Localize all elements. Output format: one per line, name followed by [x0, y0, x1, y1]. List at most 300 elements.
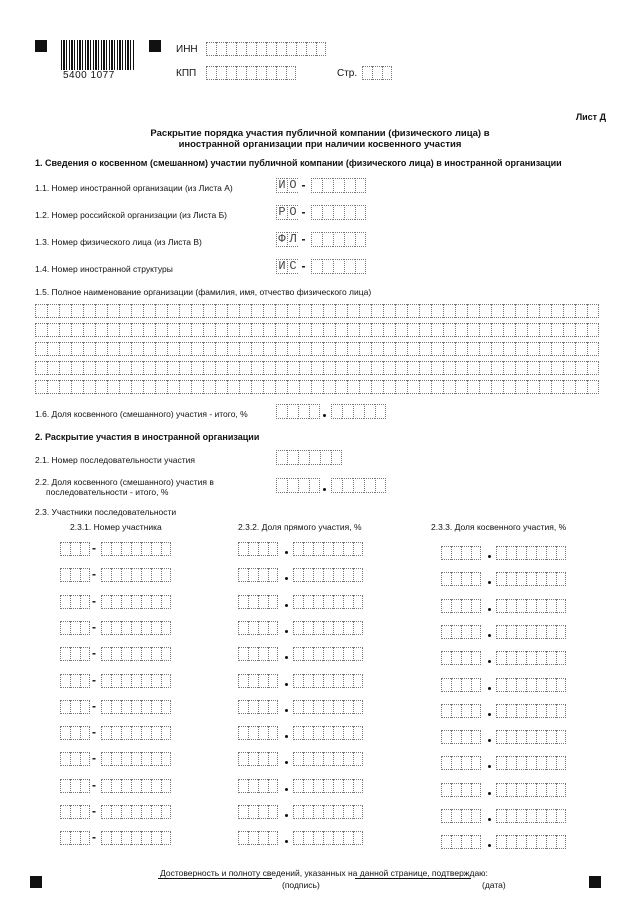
cell[interactable]	[371, 380, 383, 394]
cell[interactable]	[215, 361, 227, 375]
cell[interactable]	[323, 568, 333, 582]
cell[interactable]	[556, 599, 566, 613]
cell[interactable]	[506, 756, 516, 770]
cell[interactable]	[506, 546, 516, 560]
cell[interactable]	[313, 674, 323, 688]
cell[interactable]	[121, 621, 131, 635]
cell[interactable]	[311, 380, 323, 394]
cell[interactable]	[431, 304, 443, 318]
cell[interactable]	[293, 647, 303, 661]
participant-number-prefix[interactable]	[60, 647, 90, 661]
name-grid-row[interactable]	[35, 304, 599, 318]
cell[interactable]	[287, 361, 299, 375]
cell[interactable]	[383, 342, 395, 356]
cell[interactable]	[431, 323, 443, 337]
cell[interactable]	[60, 621, 70, 635]
cell[interactable]	[151, 779, 161, 793]
cell[interactable]	[276, 66, 286, 80]
cell[interactable]	[479, 304, 491, 318]
cell[interactable]	[131, 674, 141, 688]
cell[interactable]	[293, 542, 303, 556]
russian-org-number-field[interactable]	[276, 205, 366, 220]
cell[interactable]	[206, 42, 216, 56]
cell[interactable]	[323, 304, 335, 318]
cell[interactable]	[191, 342, 203, 356]
cell[interactable]	[268, 779, 278, 793]
cell[interactable]	[546, 651, 556, 665]
cell[interactable]	[268, 752, 278, 766]
cell[interactable]	[59, 380, 71, 394]
cell[interactable]	[80, 568, 90, 582]
cell[interactable]	[323, 323, 335, 337]
cell[interactable]	[167, 361, 179, 375]
cell[interactable]	[35, 342, 47, 356]
cell[interactable]	[551, 380, 563, 394]
cell[interactable]	[101, 831, 111, 845]
cell[interactable]	[60, 568, 70, 582]
cell[interactable]	[216, 42, 226, 56]
cell[interactable]	[503, 361, 515, 375]
cell[interactable]	[299, 342, 311, 356]
cell[interactable]	[303, 621, 313, 635]
cell[interactable]	[258, 674, 268, 688]
cell[interactable]	[216, 66, 226, 80]
cell[interactable]	[111, 647, 121, 661]
indirect-share-fraction[interactable]	[496, 809, 566, 823]
cell[interactable]	[161, 700, 171, 714]
cell[interactable]	[35, 380, 47, 394]
cell[interactable]	[333, 232, 344, 247]
indirect-share-integer[interactable]	[441, 678, 481, 692]
cell[interactable]	[359, 361, 371, 375]
cell[interactable]	[461, 783, 471, 797]
cell[interactable]	[141, 700, 151, 714]
cell[interactable]	[322, 178, 333, 193]
cell[interactable]	[287, 380, 299, 394]
cell[interactable]	[496, 678, 506, 692]
cell[interactable]	[121, 700, 131, 714]
cell[interactable]	[506, 651, 516, 665]
cell[interactable]	[276, 478, 287, 493]
cell[interactable]	[347, 342, 359, 356]
cell[interactable]	[121, 595, 131, 609]
cell[interactable]	[70, 779, 80, 793]
cell[interactable]	[80, 805, 90, 819]
cell[interactable]	[251, 361, 263, 375]
cell[interactable]	[298, 404, 309, 419]
cell[interactable]	[333, 178, 344, 193]
participant-number-suffix[interactable]	[101, 752, 171, 766]
cell[interactable]	[395, 361, 407, 375]
cell[interactable]	[563, 342, 575, 356]
direct-share-fraction[interactable]	[293, 674, 363, 688]
cell[interactable]	[131, 621, 141, 635]
participant-number-prefix[interactable]	[60, 726, 90, 740]
cell[interactable]	[451, 572, 461, 586]
cell[interactable]	[131, 323, 143, 337]
cell[interactable]	[527, 342, 539, 356]
cell[interactable]	[471, 730, 481, 744]
cell[interactable]	[121, 647, 131, 661]
participant-number-prefix[interactable]	[60, 700, 90, 714]
cell[interactable]	[141, 831, 151, 845]
cell[interactable]	[515, 380, 527, 394]
direct-share-integer[interactable]	[238, 726, 278, 740]
cell[interactable]	[248, 621, 258, 635]
cell[interactable]	[239, 304, 251, 318]
cell[interactable]	[70, 647, 80, 661]
cell[interactable]	[248, 568, 258, 582]
cell[interactable]	[563, 304, 575, 318]
cell[interactable]	[441, 756, 451, 770]
cell[interactable]	[375, 404, 386, 419]
cell[interactable]	[455, 342, 467, 356]
cell[interactable]	[268, 568, 278, 582]
cell[interactable]	[546, 756, 556, 770]
participant-number-prefix[interactable]	[60, 595, 90, 609]
name-grid-row[interactable]	[35, 342, 599, 356]
cell[interactable]	[268, 726, 278, 740]
cell[interactable]	[527, 380, 539, 394]
cell[interactable]	[455, 323, 467, 337]
cell[interactable]	[311, 342, 323, 356]
cell[interactable]	[268, 831, 278, 845]
cell[interactable]	[238, 542, 248, 556]
cell[interactable]	[506, 625, 516, 639]
cell[interactable]	[451, 651, 461, 665]
cell[interactable]	[539, 323, 551, 337]
direct-share-integer[interactable]	[238, 752, 278, 766]
participant-number-prefix[interactable]	[60, 805, 90, 819]
indirect-share-integer[interactable]	[441, 756, 481, 770]
foreign-structure-number-field[interactable]	[276, 259, 366, 274]
cell[interactable]	[441, 546, 451, 560]
cell[interactable]	[375, 478, 386, 493]
cell[interactable]	[258, 568, 268, 582]
direct-share-fraction[interactable]	[293, 700, 363, 714]
cell[interactable]	[311, 205, 322, 220]
cell[interactable]	[503, 380, 515, 394]
participant-number-suffix[interactable]	[101, 779, 171, 793]
cell[interactable]	[451, 835, 461, 849]
cell[interactable]	[293, 831, 303, 845]
cell[interactable]	[299, 323, 311, 337]
cell[interactable]	[246, 42, 256, 56]
cell[interactable]	[323, 700, 333, 714]
cell[interactable]	[258, 647, 268, 661]
cell[interactable]	[266, 42, 276, 56]
cell[interactable]	[383, 361, 395, 375]
cell[interactable]	[546, 599, 556, 613]
cell[interactable]	[322, 205, 333, 220]
cell[interactable]	[526, 809, 536, 823]
cell[interactable]	[238, 726, 248, 740]
name-grid-row[interactable]	[35, 380, 599, 394]
cell[interactable]	[303, 779, 313, 793]
cell[interactable]	[141, 621, 151, 635]
cell[interactable]	[343, 726, 353, 740]
cell[interactable]	[258, 805, 268, 819]
cell[interactable]	[80, 700, 90, 714]
cell[interactable]	[268, 542, 278, 556]
cell[interactable]	[313, 647, 323, 661]
cell[interactable]	[111, 542, 121, 556]
cell[interactable]	[575, 323, 587, 337]
cell[interactable]	[546, 835, 556, 849]
indirect-share-integer[interactable]	[441, 809, 481, 823]
cell[interactable]	[343, 779, 353, 793]
cell[interactable]	[344, 232, 355, 247]
direct-share-integer[interactable]	[238, 568, 278, 582]
cell[interactable]	[364, 404, 375, 419]
cell[interactable]	[151, 831, 161, 845]
cell[interactable]	[275, 380, 287, 394]
cell[interactable]	[526, 678, 536, 692]
cell[interactable]	[407, 361, 419, 375]
cell[interactable]	[506, 678, 516, 692]
cell[interactable]	[506, 730, 516, 744]
cell[interactable]	[443, 342, 455, 356]
cell[interactable]	[71, 323, 83, 337]
cell[interactable]	[343, 595, 353, 609]
cell[interactable]	[191, 380, 203, 394]
direct-share-fraction[interactable]	[293, 542, 363, 556]
cell[interactable]	[299, 304, 311, 318]
cell[interactable]	[236, 66, 246, 80]
cell[interactable]	[155, 342, 167, 356]
cell[interactable]	[47, 342, 59, 356]
cell[interactable]	[496, 756, 506, 770]
cell[interactable]	[353, 568, 363, 582]
cell[interactable]	[471, 835, 481, 849]
cell[interactable]	[395, 342, 407, 356]
cell[interactable]	[248, 700, 258, 714]
cell[interactable]	[407, 304, 419, 318]
cell[interactable]	[131, 542, 141, 556]
cell[interactable]	[355, 178, 366, 193]
cell[interactable]	[322, 259, 333, 274]
cell[interactable]	[516, 756, 526, 770]
indirect-share-fraction[interactable]	[496, 651, 566, 665]
cell[interactable]	[451, 783, 461, 797]
cell[interactable]	[333, 205, 344, 220]
participant-number-suffix[interactable]	[101, 595, 171, 609]
cell[interactable]	[441, 809, 451, 823]
cell[interactable]	[536, 835, 546, 849]
cell[interactable]	[471, 651, 481, 665]
cell[interactable]	[506, 599, 516, 613]
cell[interactable]	[80, 542, 90, 556]
cell[interactable]	[323, 542, 333, 556]
cell[interactable]	[419, 380, 431, 394]
cell[interactable]	[551, 323, 563, 337]
inn-field[interactable]	[206, 42, 326, 56]
cell[interactable]	[503, 304, 515, 318]
cell[interactable]	[151, 647, 161, 661]
cell[interactable]: Р	[276, 205, 287, 220]
cell[interactable]: С	[287, 259, 298, 274]
cell[interactable]	[419, 304, 431, 318]
cell[interactable]	[119, 323, 131, 337]
cell[interactable]	[479, 380, 491, 394]
cell[interactable]	[333, 779, 343, 793]
cell[interactable]	[309, 450, 320, 465]
cell[interactable]	[527, 361, 539, 375]
cell[interactable]	[353, 700, 363, 714]
cell[interactable]	[371, 342, 383, 356]
cell[interactable]	[467, 304, 479, 318]
cell[interactable]	[248, 752, 258, 766]
cell[interactable]	[251, 304, 263, 318]
cell[interactable]	[95, 361, 107, 375]
cell[interactable]	[111, 805, 121, 819]
cell[interactable]	[467, 361, 479, 375]
cell[interactable]	[131, 568, 141, 582]
cell[interactable]	[546, 783, 556, 797]
cell[interactable]	[161, 752, 171, 766]
cell[interactable]	[343, 647, 353, 661]
cell[interactable]	[121, 674, 131, 688]
cell[interactable]	[441, 599, 451, 613]
cell[interactable]	[333, 621, 343, 635]
cell[interactable]	[131, 831, 141, 845]
cell[interactable]	[121, 542, 131, 556]
cell[interactable]	[143, 380, 155, 394]
cell[interactable]	[287, 450, 298, 465]
cell[interactable]	[141, 752, 151, 766]
cell[interactable]	[383, 323, 395, 337]
cell[interactable]	[60, 674, 70, 688]
cell[interactable]	[268, 595, 278, 609]
cell[interactable]	[323, 647, 333, 661]
participant-number-suffix[interactable]	[101, 674, 171, 688]
cell[interactable]	[343, 700, 353, 714]
cell[interactable]	[479, 361, 491, 375]
cell[interactable]	[333, 831, 343, 845]
cell[interactable]	[111, 700, 121, 714]
cell[interactable]	[80, 726, 90, 740]
cell[interactable]	[536, 651, 546, 665]
cell[interactable]	[141, 779, 151, 793]
cell[interactable]	[70, 542, 80, 556]
cell[interactable]: Ф	[276, 232, 287, 247]
cell[interactable]	[347, 380, 359, 394]
cell[interactable]	[131, 647, 141, 661]
cell[interactable]	[95, 304, 107, 318]
cell[interactable]	[179, 380, 191, 394]
cell[interactable]	[101, 726, 111, 740]
cell[interactable]	[111, 595, 121, 609]
cell[interactable]	[479, 323, 491, 337]
indirect-share-integer[interactable]	[441, 730, 481, 744]
cell[interactable]	[101, 752, 111, 766]
cell[interactable]	[80, 595, 90, 609]
cell[interactable]	[83, 361, 95, 375]
cell[interactable]	[526, 704, 536, 718]
cell[interactable]	[227, 304, 239, 318]
cell[interactable]	[258, 700, 268, 714]
cell[interactable]	[236, 42, 246, 56]
cell[interactable]	[546, 625, 556, 639]
cell[interactable]	[141, 805, 151, 819]
cell[interactable]	[353, 779, 363, 793]
cell[interactable]	[536, 704, 546, 718]
cell[interactable]	[451, 730, 461, 744]
cell[interactable]	[471, 572, 481, 586]
participant-number-prefix[interactable]	[60, 752, 90, 766]
cell[interactable]	[258, 726, 268, 740]
cell[interactable]	[516, 835, 526, 849]
cell[interactable]	[226, 66, 236, 80]
cell[interactable]	[111, 779, 121, 793]
cell[interactable]	[101, 595, 111, 609]
cell[interactable]	[461, 572, 471, 586]
cell[interactable]	[353, 621, 363, 635]
indirect-share-fraction[interactable]	[496, 756, 566, 770]
cell[interactable]	[343, 568, 353, 582]
cell[interactable]	[303, 831, 313, 845]
cell[interactable]	[238, 674, 248, 688]
cell[interactable]	[479, 342, 491, 356]
cell[interactable]	[121, 831, 131, 845]
cell[interactable]	[441, 678, 451, 692]
cell[interactable]	[344, 205, 355, 220]
cell[interactable]	[431, 361, 443, 375]
cell[interactable]	[303, 752, 313, 766]
cell[interactable]	[121, 568, 131, 582]
cell[interactable]	[441, 572, 451, 586]
participant-number-prefix[interactable]	[60, 779, 90, 793]
cell[interactable]	[238, 779, 248, 793]
cell[interactable]	[364, 478, 375, 493]
direct-share-fraction[interactable]	[293, 568, 363, 582]
cell[interactable]	[275, 323, 287, 337]
cell[interactable]	[71, 342, 83, 356]
cell[interactable]	[141, 674, 151, 688]
cell[interactable]	[83, 304, 95, 318]
cell[interactable]	[80, 674, 90, 688]
cell[interactable]	[298, 450, 309, 465]
cell[interactable]	[353, 542, 363, 556]
cell[interactable]	[167, 323, 179, 337]
cell[interactable]	[248, 542, 258, 556]
cell[interactable]	[461, 678, 471, 692]
cell[interactable]	[35, 304, 47, 318]
cell[interactable]	[491, 380, 503, 394]
cell[interactable]	[263, 380, 275, 394]
participant-number-suffix[interactable]	[101, 568, 171, 582]
cell[interactable]	[461, 704, 471, 718]
cell[interactable]	[60, 647, 70, 661]
direct-share-integer[interactable]	[238, 595, 278, 609]
cell[interactable]	[293, 805, 303, 819]
cell[interactable]	[239, 323, 251, 337]
cell[interactable]	[303, 542, 313, 556]
cell[interactable]	[503, 323, 515, 337]
cell[interactable]	[303, 568, 313, 582]
cell[interactable]	[248, 726, 258, 740]
cell[interactable]	[151, 674, 161, 688]
cell[interactable]	[383, 304, 395, 318]
cell[interactable]	[258, 779, 268, 793]
cell[interactable]	[275, 361, 287, 375]
cell[interactable]	[526, 835, 536, 849]
cell[interactable]	[59, 323, 71, 337]
cell[interactable]	[248, 805, 258, 819]
cell[interactable]	[191, 304, 203, 318]
cell[interactable]	[395, 323, 407, 337]
cell[interactable]	[471, 809, 481, 823]
